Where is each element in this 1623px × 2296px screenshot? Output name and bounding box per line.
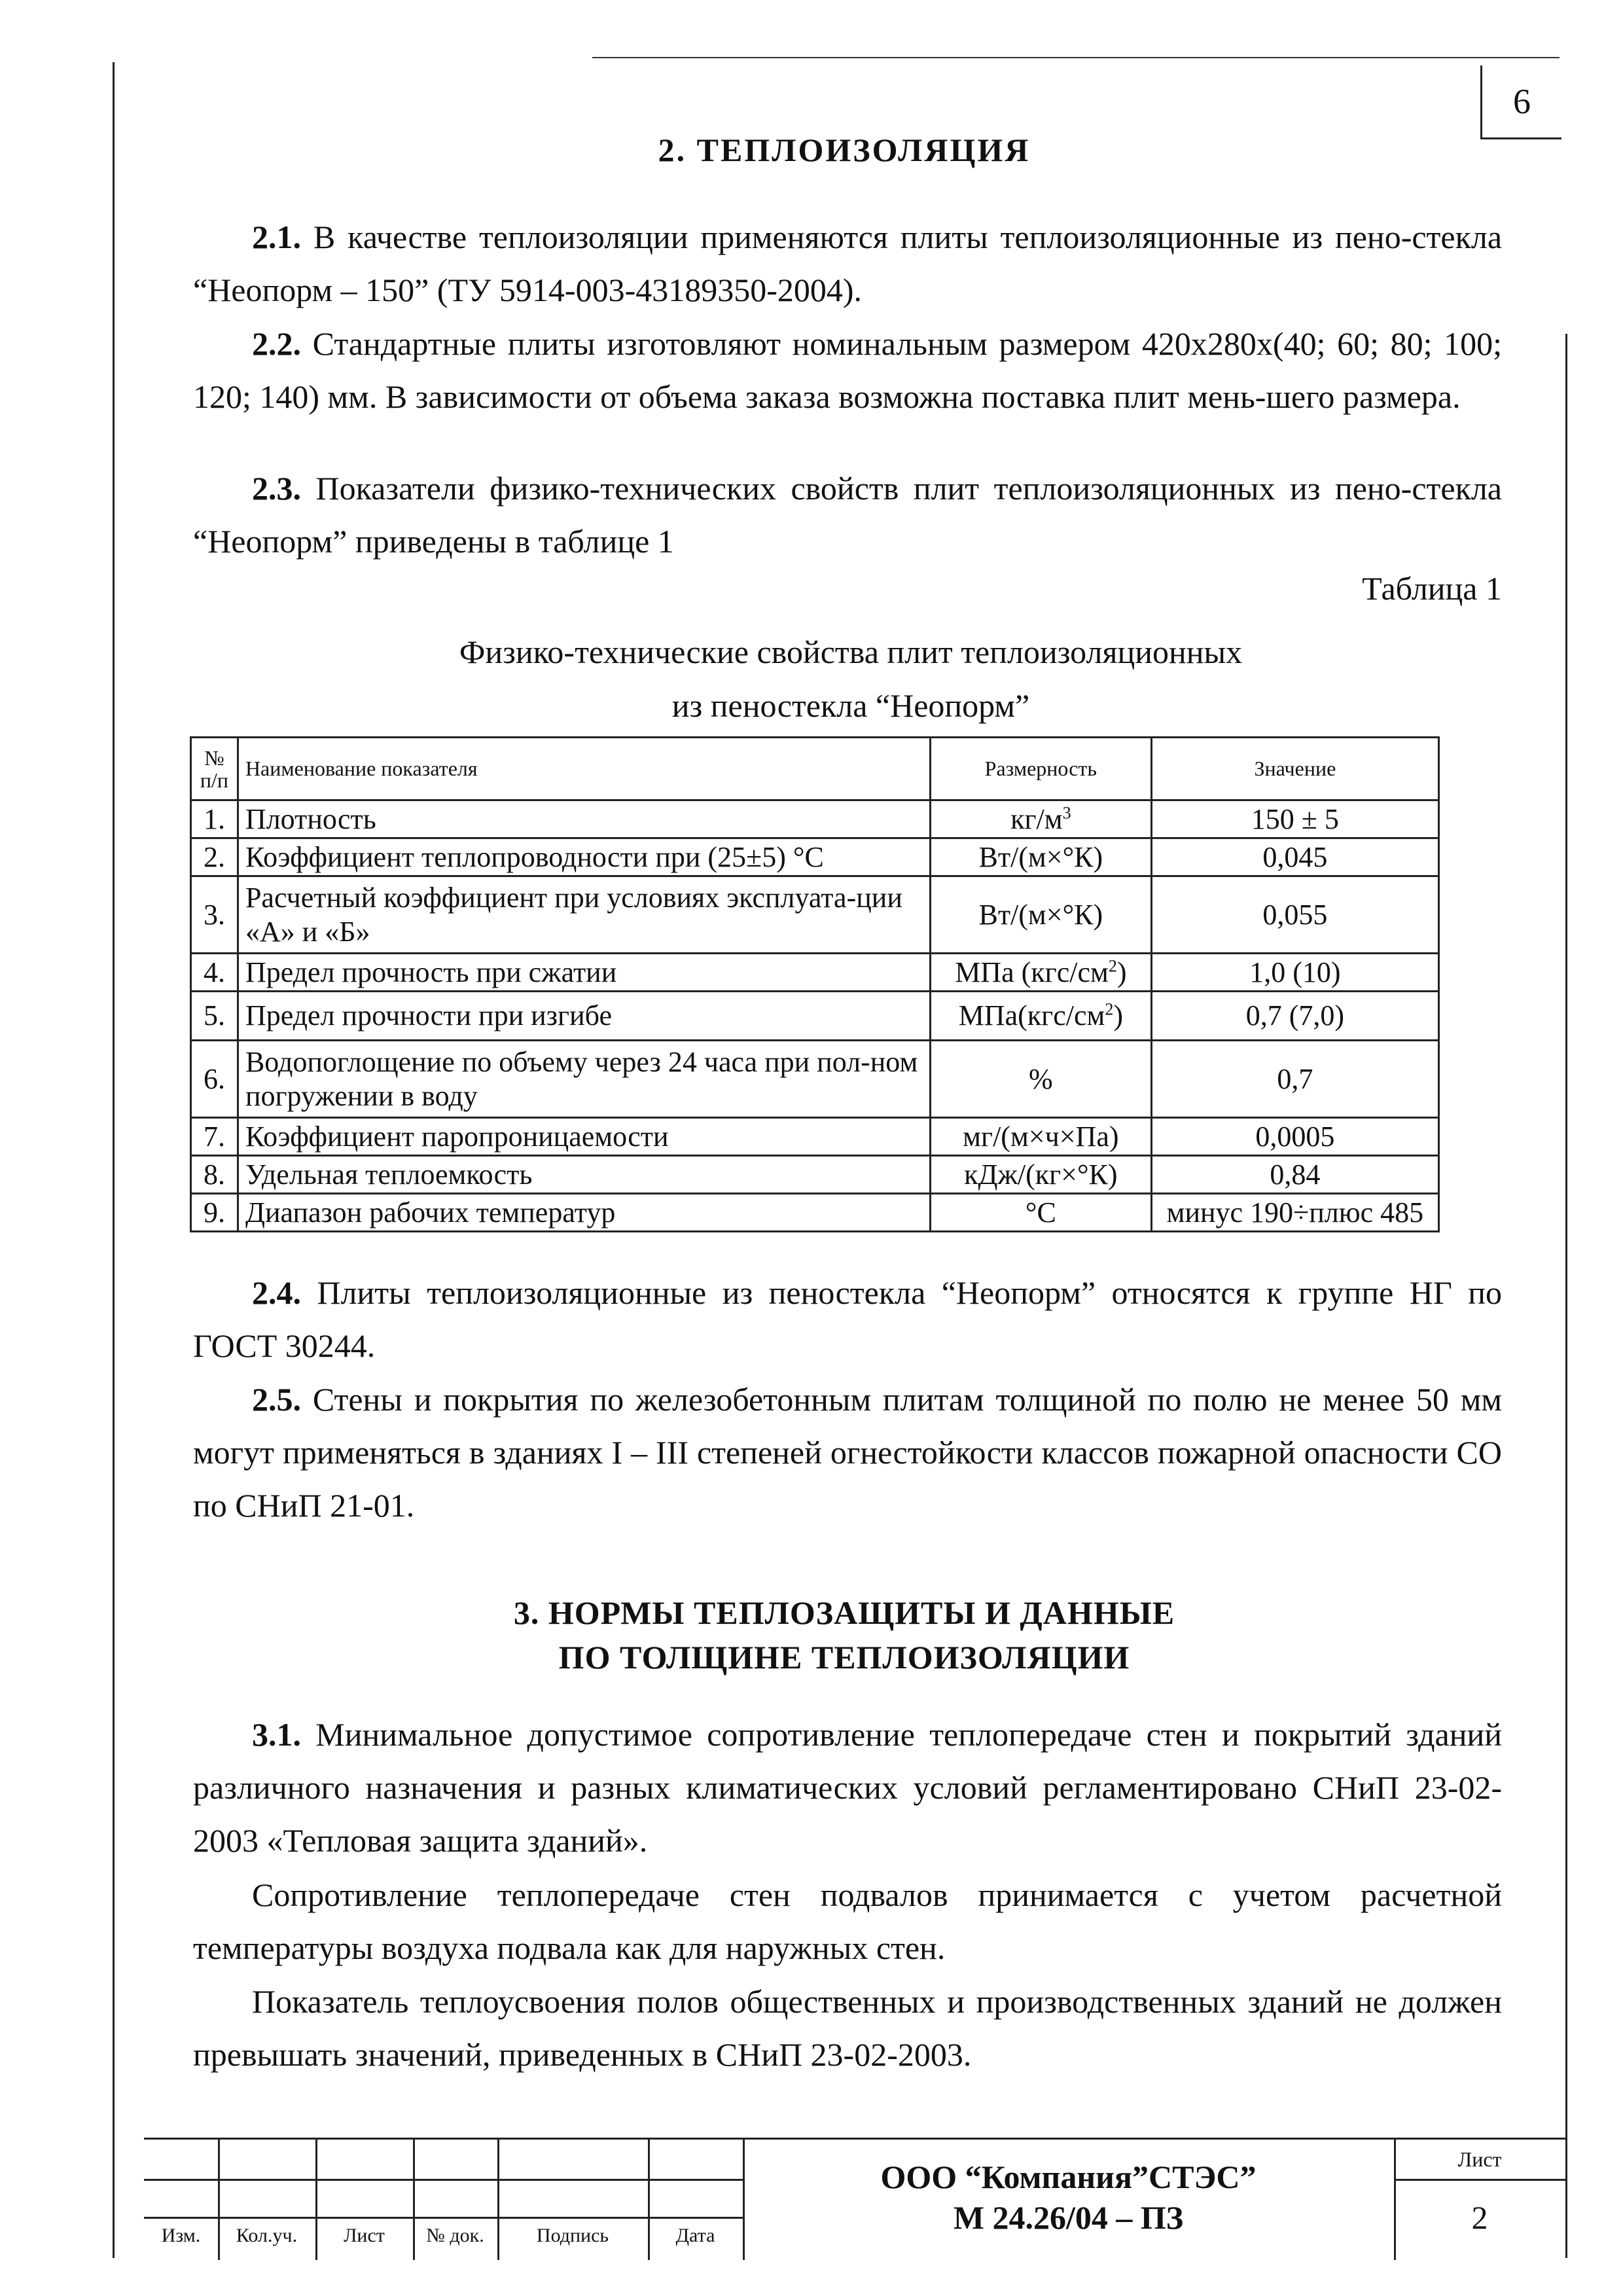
sheet-label: Лист	[1457, 2147, 1502, 2171]
row-name: Водопоглощение по объему через 24 часа при пол-ном погружении в воду	[238, 1041, 930, 1118]
row-value: 0,055	[1151, 876, 1438, 954]
unit-superscript: 2	[1105, 999, 1114, 1019]
table-label: Таблица 1	[1362, 570, 1502, 607]
row-unit	[930, 992, 1151, 1041]
header-number-line2: п/п	[200, 768, 229, 792]
stamp-row-line	[144, 2217, 743, 2219]
row-number: 5.	[191, 992, 238, 1041]
table-title-line1: Физико-технические свойства плит теплоизоляционных	[459, 634, 1243, 670]
unit-text: мг/(м×ч×Па)	[963, 1120, 1119, 1153]
row-value: 150 ± 5	[1151, 800, 1438, 838]
properties-table	[190, 736, 1440, 1232]
paragraph-text: Сопротивление теплопередаче стен подвалов принимается с учетом расчетной температуры воздуха подвала как для наружных стен.	[193, 1876, 1502, 1966]
paragraph-text: Минимальное допустимое сопротивление теплопередаче стен и покрытий зданий различного назначения и разных климатических условий регламентировано СНиП 23-02-2003 «Тепловая защита зданий».	[193, 1716, 1503, 1859]
paragraph-number: 2.2.	[252, 325, 301, 362]
table-title	[196, 625, 1505, 732]
unit-text: °С	[1025, 1196, 1056, 1229]
section-3-heading	[196, 1590, 1492, 1679]
paragraph-text: В качестве теплоизоляции применяются плиты теплоизоляционные из пено-стекла “Неопорм – 150” (ТУ 5914-003-43189350-2004).	[193, 219, 1503, 308]
row-unit	[930, 800, 1151, 838]
table-row	[191, 1118, 1439, 1156]
table-row	[191, 876, 1439, 954]
row-name: Коэффициент паропроницаемости	[238, 1118, 930, 1156]
table-row	[191, 1156, 1439, 1194]
paragraph-text: Стандартные плиты изготовляют номинальным размером 420х280х(40; 60; 80; 100; 120; 140) мм. В зависимости от объема заказа возможна поставка плит мень-шего размера.	[193, 325, 1502, 415]
section-3-heading-line2: ПО ТОЛЩИНЕ ТЕПЛОИЗОЛЯЦИИ	[558, 1639, 1130, 1676]
table-row	[191, 954, 1439, 992]
row-value: 0,7	[1151, 1041, 1438, 1118]
frame-right-border	[1565, 334, 1567, 2258]
paragraph-3-3	[193, 1975, 1502, 2081]
sheet-number: 2	[1471, 2199, 1488, 2236]
header-number-line1: №	[204, 745, 224, 770]
row-name: Коэффициент теплопроводности при (25±5) °С	[238, 838, 930, 876]
unit-text: Вт/(м×°К)	[978, 840, 1103, 873]
stamp-col-izm: Изм.	[161, 2225, 201, 2246]
row-value: 0,7 (7,0)	[1151, 992, 1438, 1041]
header-unit: Размерность	[930, 738, 1151, 800]
row-unit	[930, 954, 1151, 992]
row-name: Плотность	[238, 800, 930, 838]
stamp-row-line	[1394, 2179, 1565, 2181]
unit-text: кДж/(кг×°К)	[964, 1158, 1118, 1191]
table-row	[191, 838, 1439, 876]
table-title-line2: из пеностекла “Неопорм”	[671, 687, 1030, 724]
row-number: 3.	[191, 876, 238, 954]
unit-tail: )	[1113, 999, 1123, 1031]
stamp-col-ndok: № док.	[426, 2225, 484, 2246]
section-2-heading: 2. ТЕПЛОИЗОЛЯЦИЯ	[658, 132, 1031, 168]
stamp-col-data: Дата	[675, 2225, 715, 2246]
paragraph-number: 2.1.	[252, 219, 301, 255]
row-name: Расчетный коэффициент при условиях эксплуата-ции «А» и «Б»	[238, 876, 930, 954]
paragraph-2-3	[193, 462, 1502, 568]
paragraph-2-4	[193, 1266, 1502, 1372]
header-number	[191, 738, 238, 800]
row-value: 0,045	[1151, 838, 1438, 876]
unit-text: %	[1029, 1062, 1053, 1095]
paragraph-2-5	[193, 1373, 1502, 1532]
paragraph-3-2	[193, 1869, 1502, 1975]
row-value: минус 190÷плюс 485	[1151, 1194, 1438, 1232]
row-name: Предел прочности при изгибе	[238, 992, 930, 1041]
unit-text: Вт/(м×°К)	[978, 898, 1103, 931]
row-unit	[930, 1194, 1151, 1232]
stamp-row-line	[144, 2179, 743, 2181]
top-rule	[592, 57, 1560, 58]
paragraph-3-1	[193, 1708, 1502, 1867]
row-number: 8.	[191, 1156, 238, 1194]
page-number-box	[1480, 65, 1561, 139]
paragraph-number: 2.4.	[252, 1274, 301, 1311]
unit-text: МПа(кгс/см	[958, 999, 1105, 1031]
row-number: 7.	[191, 1118, 238, 1156]
page-number: 6	[1513, 82, 1531, 121]
stamp-col-list: Лист	[344, 2225, 385, 2246]
paragraph-text: Плиты теплоизоляционные из пеностекла “Неопорм” относятся к группе НГ по ГОСТ 30244.	[193, 1274, 1502, 1364]
row-number: 1.	[191, 800, 238, 838]
paragraph-text: Показатель теплоусвоения полов общественных и производственных зданий не должен превышать значений, приведенных в СНиП 23-02-2003.	[193, 1983, 1502, 2073]
paragraph-text: Стены и покрытия по железобетонным плитам толщиной по полю не менее 50 мм могут применяться в зданиях I – III степеней огнестойкости классов пожарной опасности СО по СНиП 21-01.	[193, 1381, 1502, 1524]
row-value: 0,0005	[1151, 1118, 1438, 1156]
row-unit	[930, 876, 1151, 954]
table-row	[191, 800, 1439, 838]
organization-name: ООО “Компания”СТЭС”	[880, 2159, 1257, 2195]
paragraph-number: 2.3.	[252, 470, 301, 507]
stamp-col-podpis: Подпись	[536, 2225, 609, 2246]
table-row	[191, 1194, 1439, 1232]
unit-text: кг/м	[1010, 802, 1063, 835]
paragraph-2-2	[193, 317, 1502, 423]
table-header-row	[191, 738, 1439, 800]
paragraph-text: Показатели физико-технических свойств плит теплоизоляционных из пено-стекла “Неопорм” приведены в таблице 1	[193, 470, 1503, 560]
stamp-col-koluch: Кол.уч.	[236, 2225, 298, 2246]
paragraph-number: 2.5.	[252, 1381, 301, 1418]
header-value: Значение	[1151, 738, 1438, 800]
frame-left-border	[113, 62, 115, 2258]
paragraph-2-1	[193, 211, 1502, 317]
paragraph-number: 3.1.	[252, 1716, 301, 1753]
table-row	[191, 1041, 1439, 1118]
row-unit	[930, 1118, 1151, 1156]
document-code: М 24.26/04 – ПЗ	[953, 2199, 1184, 2236]
table-row	[191, 992, 1439, 1041]
row-value: 1,0 (10)	[1151, 954, 1438, 992]
header-name: Наименование показателя	[238, 738, 930, 800]
row-number: 9.	[191, 1194, 238, 1232]
row-name: Удельная теплоемкость	[238, 1156, 930, 1194]
row-name: Предел прочность при сжатии	[238, 954, 930, 992]
unit-superscript: 3	[1062, 802, 1071, 822]
row-name: Диапазон рабочих температур	[238, 1194, 930, 1232]
row-number: 4.	[191, 954, 238, 992]
section-3-heading-line1: 3. НОРМЫ ТЕПЛОЗАЩИТЫ И ДАННЫЕ	[513, 1594, 1175, 1631]
row-unit	[930, 1156, 1151, 1194]
organization-block	[743, 2157, 1394, 2238]
unit-text: МПа (кгс/см	[955, 956, 1109, 988]
row-number: 2.	[191, 838, 238, 876]
row-unit	[930, 838, 1151, 876]
unit-tail: )	[1116, 956, 1127, 988]
unit-superscript: 2	[1108, 956, 1117, 975]
row-number: 6.	[191, 1041, 238, 1118]
row-value: 0,84	[1151, 1156, 1438, 1194]
row-unit	[930, 1041, 1151, 1118]
title-block	[144, 2138, 1565, 2260]
